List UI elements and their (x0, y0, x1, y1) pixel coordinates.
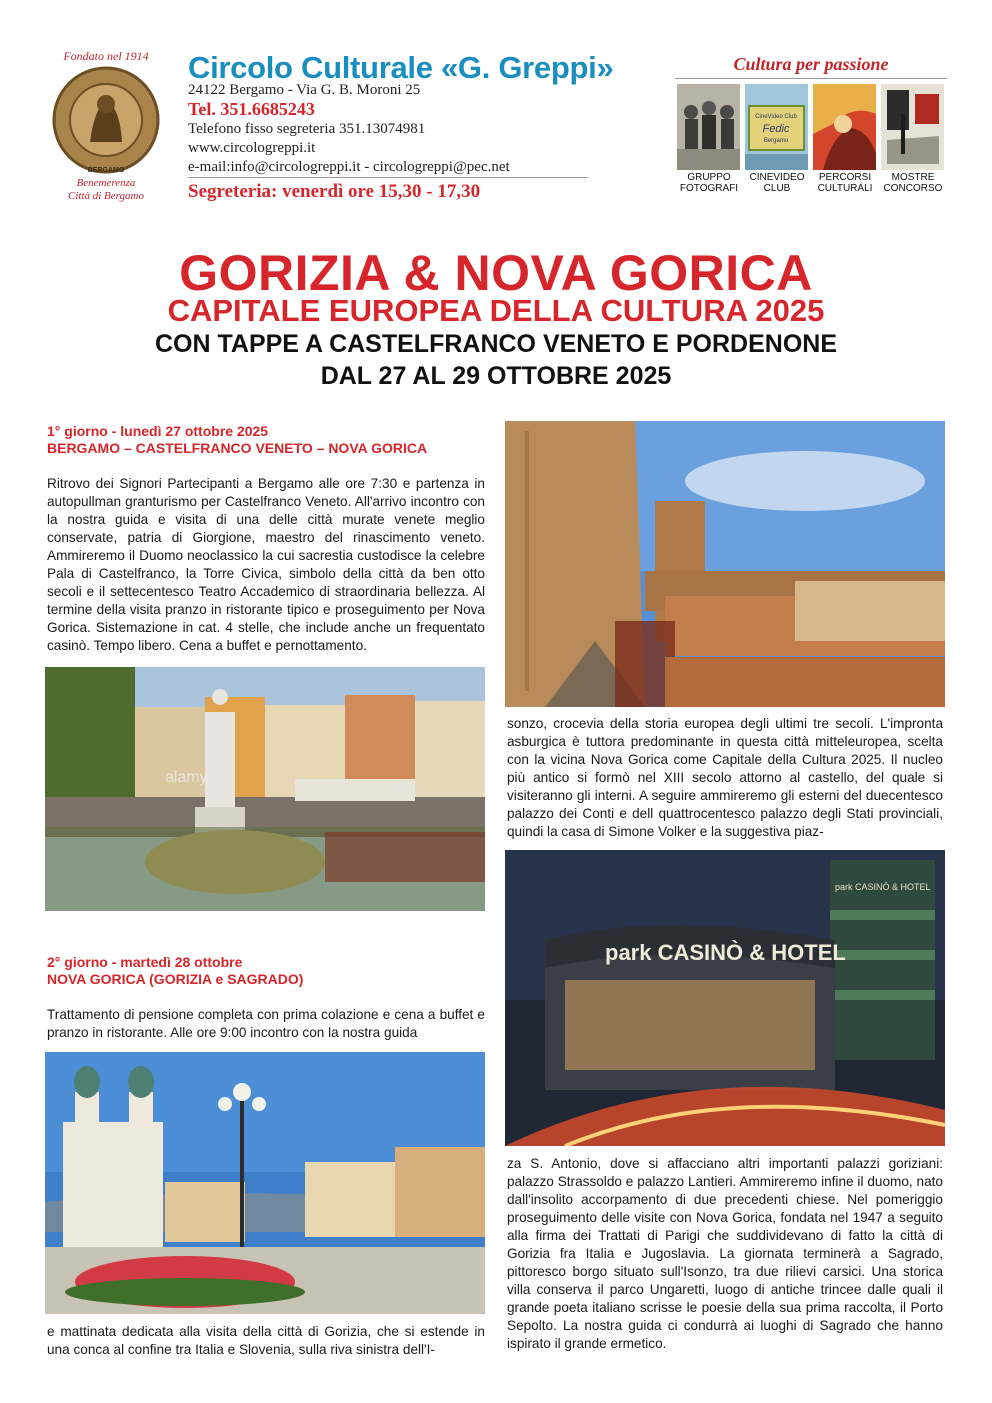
photo-castelfranco-square (45, 667, 485, 911)
email-link[interactable]: e-mail:info@circologreppi.it - circologreppi@pec.net (188, 159, 510, 175)
main-title: GORIZIA & NOVA GORICA (179, 245, 813, 301)
day1-heading: 1° giorno - lunedì 27 ottobre 2025 (47, 423, 269, 439)
office-phone: Telefono fisso segreteria 351.13074981 (188, 121, 426, 137)
photo-park-casino-hotel (505, 850, 945, 1146)
photo-gorizia-piazza (45, 1052, 485, 1314)
tile-label-2a: CINEVIDEO (749, 172, 805, 183)
cinevideo-sign-2: Fedic (762, 123, 790, 135)
office-hours: Segreteria: venerdì ore 15,30 - 17,30 (188, 181, 481, 202)
tile-label-3b: CULTURALI (817, 183, 873, 194)
day2-heading: 2° giorno - martedì 28 ottobre (47, 954, 243, 970)
seal-bottom-2: Città di Bergamo (68, 190, 144, 202)
cinevideo-sign-3: Bergamo (763, 138, 789, 144)
tile-label-4b: CONCORSO (883, 183, 943, 194)
seal-top-text: Fondato nel 1914 (63, 49, 149, 63)
day1-text: Ritrovo dei Signori Partecipanti a Bergamo alle ore 7:30 e partenza in autopullman granturismo per Castelfranco Veneto. All'arrivo incontro con la nostra guida e visita di una delle città murate venete meglio conservate, patria di Giorgione, maestro del rinascimento veneto. Ammireremo il Duomo neoclassico la cui sacrestia custodisce la celebre Pala di Castelfranco, la Torre Civica, simbolo della città da ben otto secoli e il settecentesco Teatro Accademico di straordinaria bellezza. Al termine della visita pranzo in ristorante tipico e proseguimento per Nova Gorica. Sistemazione in cat. 4 stelle, che include anche un frequentato casinò. Tempo libero. Cena a buffet e pernottamento. (47, 476, 485, 653)
address: 24122 Bergamo - Via G. B. Moroni 25 (188, 82, 421, 98)
casino-tower-sign: park CASINÒ & HOTEL (835, 882, 931, 892)
tile-label-1a: GRUPPO (687, 172, 731, 183)
tile-percorsi-culturali (813, 84, 876, 170)
photo-castelfranco-walls (505, 421, 945, 707)
tagline: Cultura per passione (733, 54, 889, 74)
tile-label-1b: FOTOGRAFI (679, 183, 739, 194)
tile-label-4a: MOSTRE (891, 172, 935, 183)
seal-bottom-1: Benemerenza (76, 177, 136, 189)
day2-text-3: sonzo, crocevia della storia europea degli ultimi tre secoli. L'impronta asburgica è tuttora predominante in questa città mitteleuropea, scelta con la vicina Nova Gorica come Capitale della Cultura 2025. Il nucleo più antico si formò nel XIII secolo attorno al castello, del quale si visiteranno gli interni. A seguire ammireremo gli esterni del duecentesco palazzo dei Conti e dell quattrocentesco palazzo degli Stati provinciali, quindi la casa di Simone Volker e la suggestiva piaz- (507, 716, 943, 839)
subtitle: CAPITALE EUROPEA DELLA CULTURA 2025 (167, 293, 825, 328)
club-seal-logo (50, 46, 162, 202)
casino-sign: park CASINÒ & HOTEL (605, 940, 846, 965)
day2-route: NOVA GORICA (GORIZIA e SAGRADO) (47, 971, 304, 987)
tile-gruppo-fotografi (677, 84, 740, 170)
org-name: Circolo Culturale «G. Greppi» (188, 50, 614, 85)
watermark-1: alamy (165, 769, 208, 786)
tile-label-2b: CLUB (763, 183, 791, 194)
title-line-3: CON TAPPE A CASTELFRANCO VENETO E PORDENONE (154, 330, 837, 358)
header-divider (188, 177, 588, 178)
seal-city: BERGAMO (87, 167, 125, 174)
website-link[interactable]: www.circologreppi.it (188, 140, 316, 156)
telephone: Tel. 351.6685243 (188, 99, 315, 119)
tagline-divider (675, 78, 947, 79)
tile-mostre-concorso (881, 84, 944, 170)
cinevideo-sign-1: CineVideo Club (755, 114, 797, 120)
title-dates: DAL 27 AL 29 OTTOBRE 2025 (320, 362, 672, 390)
day1-route: BERGAMO – CASTELFRANCO VENETO – NOVA GORICA (47, 440, 428, 456)
tile-label-3a: PERCORSI (818, 172, 872, 183)
day2-text-4: za S. Antonio, dove si affacciano altri importanti palazzi goriziani: palazzo Strassoldo e palazzo Lantieri. Ammireremo infine il duomo, nato dall'insolito accorpamento di due precedenti chiese. Nel pomeriggio proseguimento delle visite con Nova Gorica, fondata nel 1947 a seguito alla firma dei Trattati di Parigi che suddividevano di fatto la città di Gorizia fra Italia e Jugoslavia. La giornata terminerà a Sagrado, pittoresco borgo situato sull'Isonzo, tra due rilievi carsici. Una storica villa conserva il parco Ungaretti, luogo di antiche trincee dalle quali il grande poeta italiano scrisse le poesie della sua prima raccolta, il Porto Sepolto. La nostra guida ci condurrà ai luoghi di Sagrado che hanno ispirato il grande ermetico. (507, 1156, 943, 1351)
tile-cinevideo-club (745, 84, 808, 170)
day2-text-1: Trattamento di pensione completa con prima colazione e cena a buffet e pranzo in ristorante. Alle ore 9:00 incontro con la nostra guida (47, 1007, 485, 1040)
day2-text-2: e mattinata dedicata alla visita della città di Gorizia, che si estende in una conca al confine tra Italia e Slovenia, sulla riva sinistra dell'I- (47, 1324, 485, 1357)
